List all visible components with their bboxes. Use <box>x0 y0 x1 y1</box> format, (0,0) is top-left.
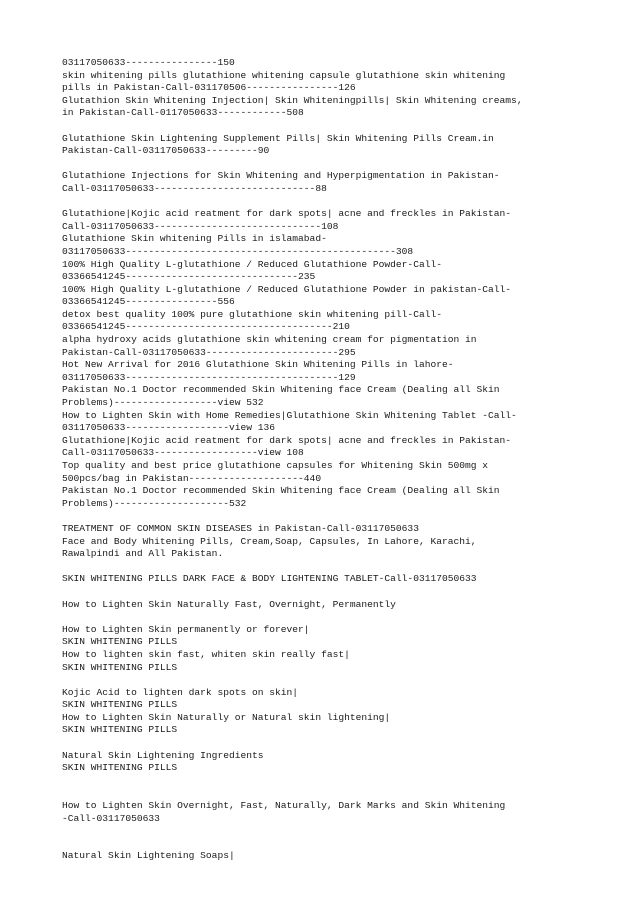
text-line: Call-03117050633------------------view 108 <box>62 447 304 459</box>
text-line: Rawalpindi and All Pakistan. <box>62 548 224 560</box>
paragraph <box>62 599 622 612</box>
text-line: pills in Pakistan-Call-031170506----------------126 <box>62 82 356 94</box>
text-line <box>62 825 622 838</box>
text-line: 03117050633------------------view 136 <box>62 422 276 434</box>
paragraph <box>62 573 622 586</box>
text-line: 03117050633----------------150 <box>62 57 235 68</box>
text-line: 100% High Quality L-glutathione / Reduced Glutathione Powder in pakistan-Call- <box>62 283 512 295</box>
text-line: Glutathione Injections for Skin Whitening and Hyperpigmentation in Pakistan- <box>62 170 500 182</box>
document-body <box>62 57 622 863</box>
text-line: skin whitening pills glutathione whitening capsule glutathione skin whitening <box>62 69 506 81</box>
text-line: SKIN WHITENING PILLS <box>62 699 178 711</box>
text-line: 500pcs/bag in Pakistan--------------------440 <box>62 472 322 484</box>
text-line: Kojic Acid to lighten dark spots on skin| <box>62 686 299 698</box>
text-line: Pakistan No.1 Doctor recommended Skin Whitening face Cream (Dealing all Skin <box>62 384 500 396</box>
text-line: 03366541245----------------556 <box>62 296 235 308</box>
text-line: Pakistan-Call-03117050633---------90 <box>62 145 270 157</box>
text-line: Glutathione|Kojic acid reatment for dark spots| acne and freckles in Pakistan- <box>62 434 512 446</box>
text-line: Glutathione Skin Lightening Supplement Pills| Skin Whitening Pills Cream.in <box>62 132 494 144</box>
text-line: How to Lighten Skin Naturally or Natural skin lightening| <box>62 711 391 723</box>
paragraph <box>62 133 622 158</box>
text-line: detox best quality 100% pure glutathione skin whitening pill-Call- <box>62 308 442 320</box>
paragraph <box>62 523 622 561</box>
text-line: Call-03117050633----------------------------88 <box>62 182 327 194</box>
text-line: alpha hydroxy acids glutathione skin whitening cream for pigmentation in <box>62 334 477 346</box>
text-line: 03366541245------------------------------------210 <box>62 321 350 333</box>
text-line: 100% High Quality L-glutathione / Reduced Glutathione Powder-Call- <box>62 258 442 270</box>
text-line: TREATMENT OF COMMON SKIN DISEASES in Pakistan-Call-03117050633 <box>62 522 419 534</box>
text-line: 03366541245------------------------------235 <box>62 271 316 283</box>
text-line: Problems)------------------view 532 <box>62 397 264 409</box>
text-line: SKIN WHITENING PILLS <box>62 762 178 774</box>
paragraph <box>62 850 622 863</box>
text-line: How to Lighten Skin with Home Remedies|Glutathione Skin Whitening Tablet -Call- <box>62 409 517 421</box>
paragraph <box>62 687 622 737</box>
paragraph <box>62 750 622 788</box>
text-line: SKIN WHITENING PILLS <box>62 636 178 648</box>
paragraph <box>62 800 622 838</box>
text-line: SKIN WHITENING PILLS DARK FACE & BODY LIGHTENING TABLET-Call-03117050633 <box>62 573 477 585</box>
paragraph <box>62 57 622 120</box>
text-line: How to Lighten Skin Naturally Fast, Overnight, Permanently <box>62 598 396 610</box>
text-line: Glutathione|Kojic acid reatment for dark spots| acne and freckles in Pakistan- <box>62 208 512 220</box>
text-line <box>62 775 622 788</box>
text-line: Pakistan No.1 Doctor recommended Skin Whitening face Cream (Dealing all Skin <box>62 485 500 497</box>
text-line: Glutathione Skin whitening Pills in islamabad- <box>62 233 327 245</box>
text-line: 03117050633-----------------------------------------------308 <box>62 245 414 257</box>
text-line: Natural Skin Lightening Soaps| <box>62 850 235 862</box>
text-line: Hot New Arrival for 2016 Glutathione Skin Whitening Pills in lahore- <box>62 359 454 371</box>
text-line: SKIN WHITENING PILLS <box>62 724 178 736</box>
text-line: Top quality and best price glutathione capsules for Whitening Skin 500mg x <box>62 460 489 471</box>
text-line: Problems)--------------------532 <box>62 497 247 509</box>
text-line: Natural Skin Lightening Ingredients <box>62 749 264 761</box>
text-line: Call-03117050633-----------------------------108 <box>62 220 339 232</box>
paragraph <box>62 208 622 510</box>
text-line: How to Lighten Skin permanently or forever| <box>62 623 310 635</box>
text-line: Face and Body Whitening Pills, Cream,Soap, Capsules, In Lahore, Karachi, <box>62 535 477 547</box>
text-line: Glutathion Skin Whitening Injection| Skin Whiteningpills| Skin Whitening creams, <box>62 94 523 106</box>
text-line: in Pakistan-Call-0117050633------------508 <box>62 107 304 119</box>
text-line: How to Lighten Skin Overnight, Fast, Naturally, Dark Marks and Skin Whitening <box>62 800 506 812</box>
text-line: SKIN WHITENING PILLS <box>62 661 178 673</box>
text-line: How to lighten skin fast, whiten skin really fast| <box>62 648 350 660</box>
paragraph <box>62 624 622 674</box>
text-line: -Call-03117050633 <box>62 812 160 824</box>
text-line: 03117050633-------------------------------------129 <box>62 371 356 383</box>
paragraph <box>62 170 622 195</box>
text-line: Pakistan-Call-03117050633-----------------------295 <box>62 346 356 358</box>
